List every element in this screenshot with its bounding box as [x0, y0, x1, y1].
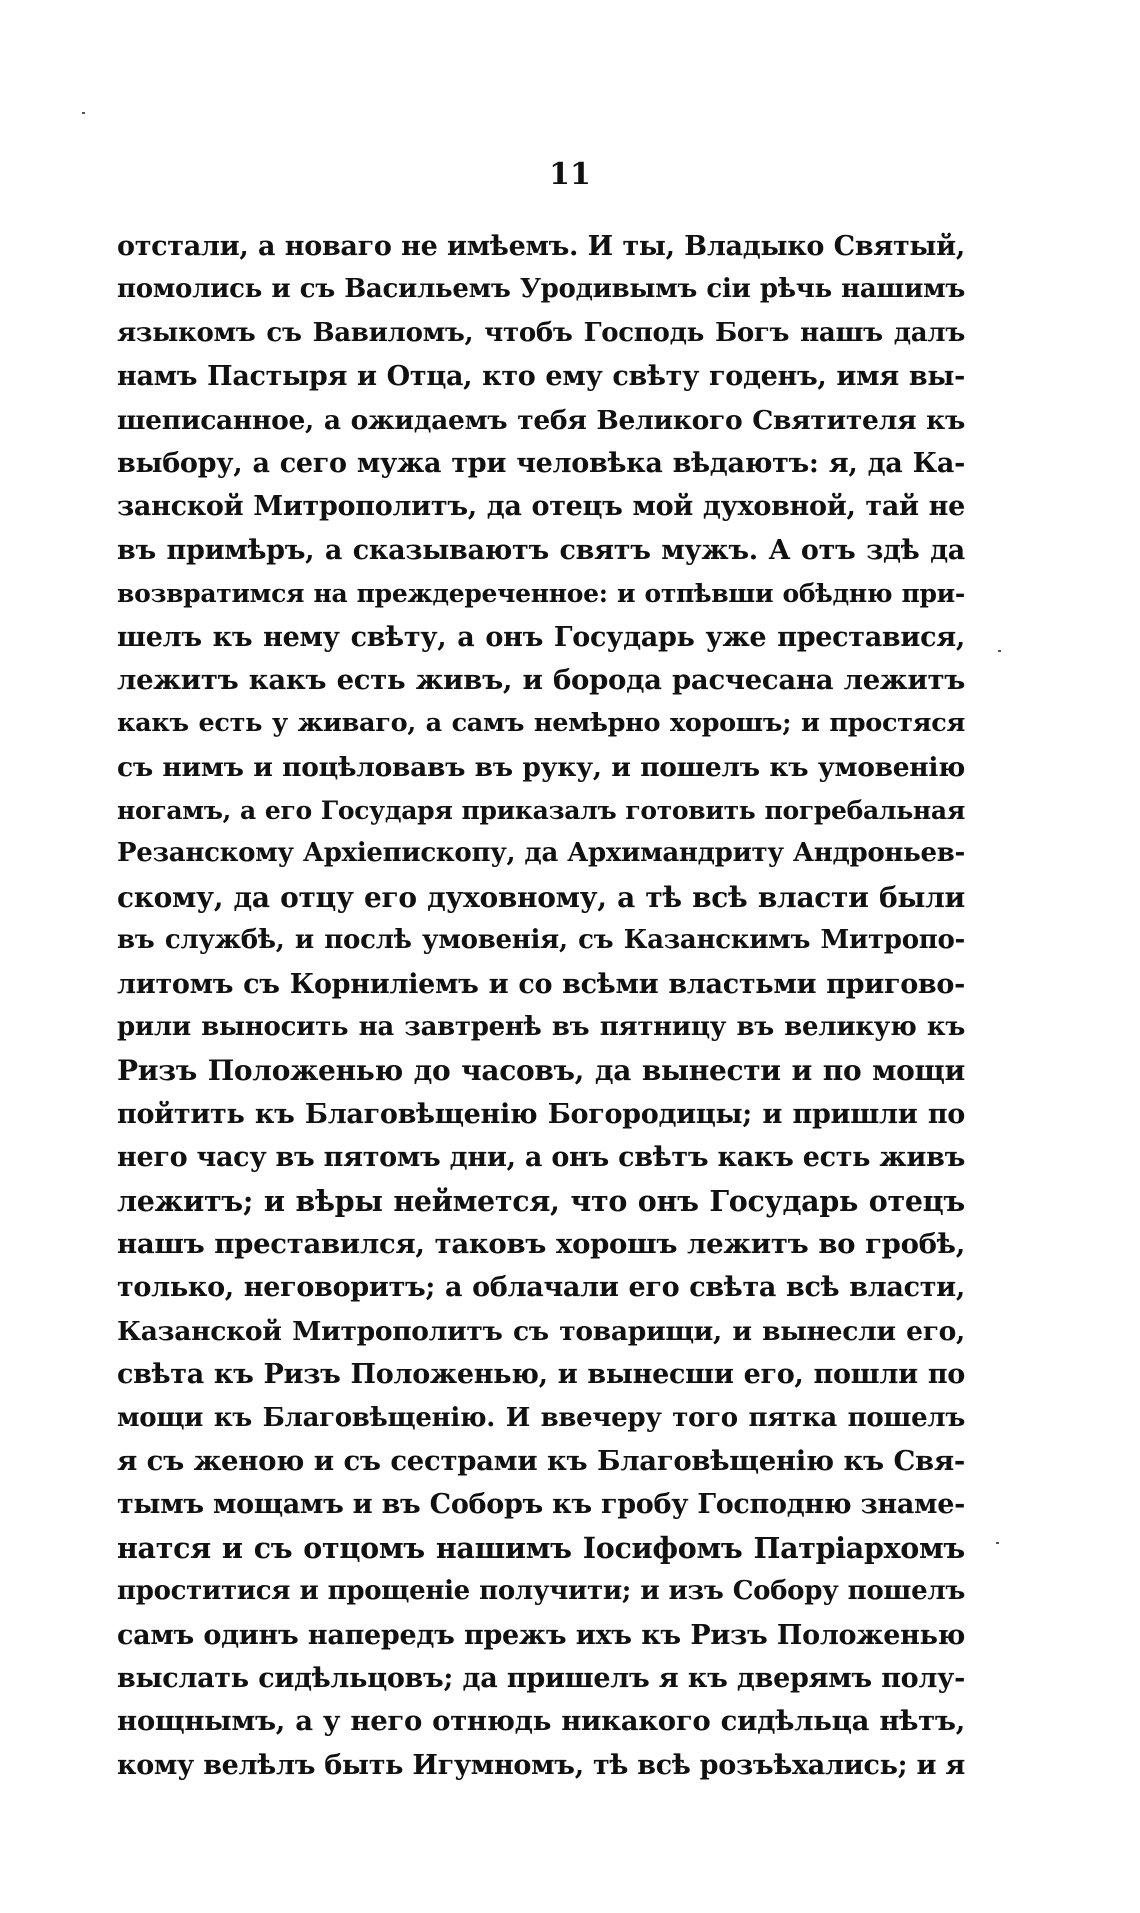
text-line: намъ Пастыря и Отца, кто ему свѣту годенъ, имя вы-	[117, 361, 965, 393]
text-line: только, неговоритъ; а облачали его свѣта всѣ власти,	[117, 1272, 965, 1304]
text-line: съ нимъ и поцѣловавъ въ руку, и пошелъ къ умовенію	[117, 751, 965, 783]
text-line: отстали, а новаго не имѣемъ. И ты, Владыко Святый,	[117, 231, 965, 262]
text-line: него часу въ пятомъ дни, а онъ свѣтъ какъ есть живъ	[117, 1142, 965, 1174]
text-line: возвратимся на преждереченное: и отпѣвши обѣдню при-	[117, 579, 965, 609]
text-line: шелъ къ нему свѣту, а онъ Государь уже преставися,	[117, 621, 965, 653]
body-text	[117, 225, 965, 1787]
text-line: натся и съ отцомъ нашимъ Іосифомъ Патріархомъ	[117, 1530, 965, 1565]
text-line: языкомъ съ Вавиломъ, чтобъ Господь Богъ нашъ далъ	[117, 317, 965, 348]
text-line: занской Митрополитъ, да отецъ мой духовной, тай не	[117, 491, 965, 523]
text-line: Казанской Митрополитъ съ товарищи, и вынесли его,	[117, 1315, 965, 1347]
text-line: нашъ преставился, таковъ хорошъ лежитъ во гробѣ,	[117, 1227, 965, 1260]
text-line: лежитъ какъ есть живъ, и борода расчесана лежитъ	[117, 663, 965, 696]
scan-speck	[82, 112, 85, 114]
text-line: ногамъ, а его Государя приказалъ готовить погребальная	[117, 796, 965, 826]
text-line: Ризъ Положенью до часовъ, да вынести и по мощи	[117, 1054, 965, 1088]
text-line: помолись и съ Васильемъ Уродивымъ сіи рѣчь нашимъ	[117, 274, 965, 305]
page-number: 11	[549, 157, 591, 192]
text-line: въ службѣ, и послѣ умовенія, съ Казанскимъ Митропо-	[117, 925, 965, 956]
text-line: самъ одинъ напередъ прежъ ихъ къ Ризъ Положенью	[117, 1619, 965, 1651]
text-line: проститися и прощеніе получити; и изъ Собору пошелъ	[117, 1576, 965, 1607]
text-line: свѣта къ Ризъ Положенью, и вынесши его, пошли по	[117, 1359, 965, 1391]
text-line: я съ женою и съ сестрами къ Благовѣщенію къ Свя-	[117, 1444, 965, 1477]
text-line: Резанскому Архіепископу, да Архимандриту Андроньев-	[117, 838, 965, 869]
scan-speck	[996, 1542, 999, 1544]
text-line: выслать сидѣльцовъ; да пришелъ я къ дверямъ полу-	[117, 1662, 965, 1694]
text-line: литомъ съ Корниліемъ и со всѣми властьми пригово-	[117, 968, 965, 1000]
text-line: нощнымъ, а у него отнюдь никакого сидѣльца нѣтъ,	[117, 1705, 965, 1738]
scan-speck	[998, 650, 1001, 652]
text-line: пойтить къ Благовѣщенію Богородицы; и пришли по	[117, 1098, 965, 1130]
text-line: кому велѣлъ быть Игумномъ, тѣ всѣ розъѣхались; и я	[117, 1749, 965, 1781]
text-line: скому, да отцу его духовному, а тѣ всѣ власти были	[117, 880, 965, 914]
text-line: въ примѣръ, а сказываютъ святъ мужъ. А отъ здѣ да	[117, 534, 965, 566]
text-line: шеписанное, а ожидаемъ тебя Великого Святителя къ	[117, 404, 965, 436]
text-line: какъ есть у живаго, а самъ немѣрно хорошъ; и простяся	[117, 708, 965, 739]
text-line: тымъ мощамъ и въ Соборъ къ гробу Господню знаме-	[117, 1489, 965, 1521]
text-line: мощи къ Благовѣщенію. И ввечеру того пятка пошелъ	[117, 1402, 965, 1433]
text-line: рили выносить на завтренѣ въ пятницу въ великую къ	[117, 1012, 965, 1043]
text-line: выбору, а сего мужа три человѣка вѣдаютъ: я, да Ка-	[117, 447, 965, 479]
text-line: лежитъ; и вѣры неймется, что онъ Государь отецъ	[117, 1183, 965, 1218]
